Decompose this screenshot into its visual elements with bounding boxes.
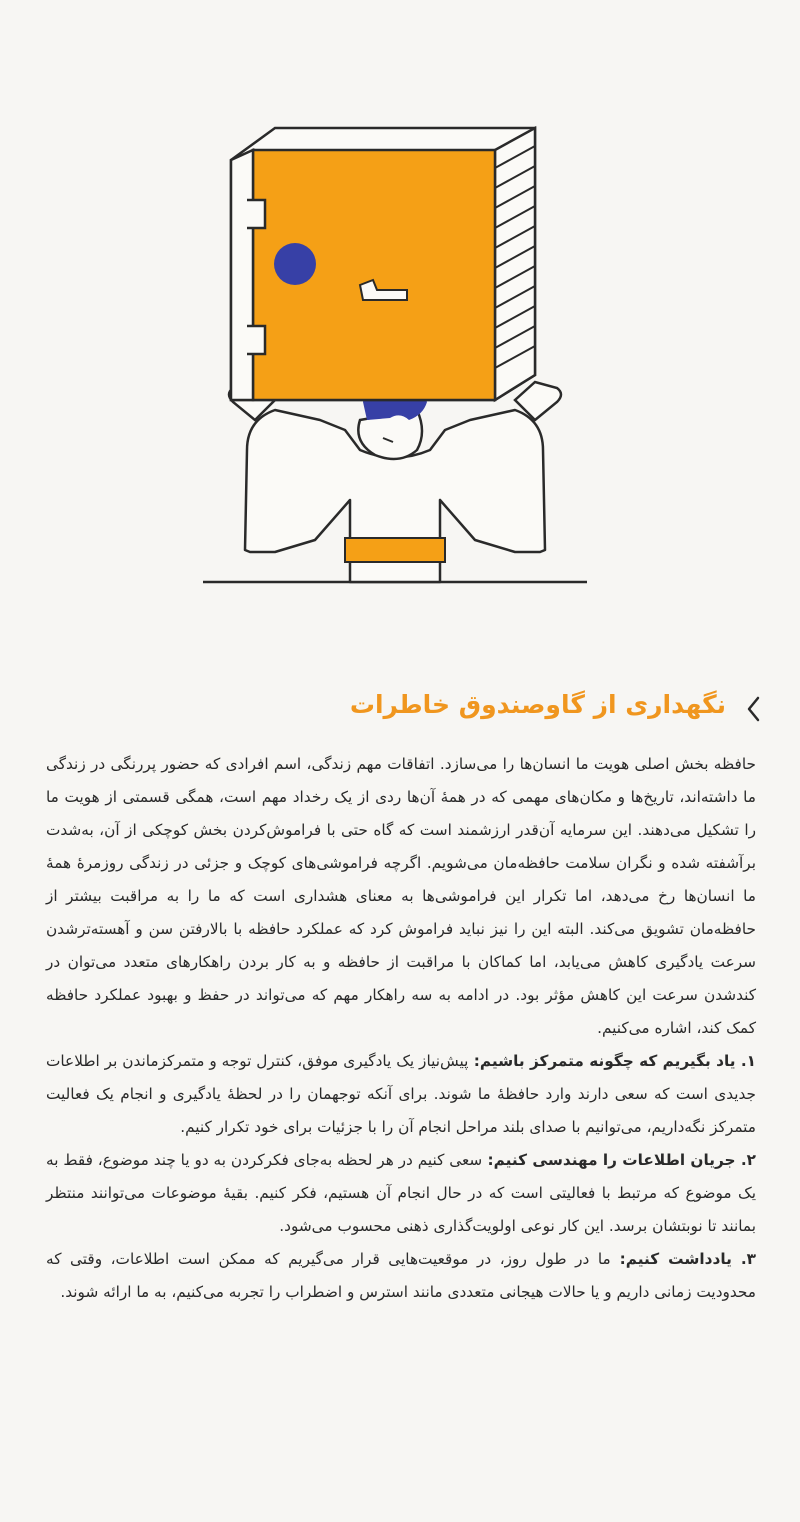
- page-title: نگهداری از گاوصندوق خاطرات: [349, 690, 726, 719]
- list-item-number: ۳.: [731, 1250, 756, 1268]
- intro-paragraph: حافظه بخش اصلی هویت ما انسان‌ها را می‌سازد. اتفاقات مهم زندگی، اسم افرادی که حضور پررنگی در زندگی ما داشته‌اند، تاریخ‌ها و مکان‌های مهمی که در همهٔ آن‌ها ردی از یک رخداد مهم است، همگی قسمتی از هویت ما را تشکیل می‌دهند. این سرمایه آن‌قدر ارزشمند است که گاه حتی با فراموش‌کردن بخش کوچکی از آن، به‌شدت برآشفته شده و نگران سلامت حافظه‌مان می‌شویم. اگرچه فراموشی‌های کوچک و جزئی در زندگی روزمرهٔ همهٔ ما انسان‌ها رخ می‌دهد، اما تکرار این فراموشی‌ها به معنای هشداری است که ما را به مراقبت بیشتر از حافظه‌مان تشویق می‌کند. البته این را نیز نباید فراموش کرد که عملکرد حافظه با بالارفتن سن و آهسته‌ترشدن سرعت یادگیری کاهش می‌یابد، اما کماکان با مراقبت از حافظه و به کار بردن راهکارهای متعدد می‌توان در کندشدن سرعت این کاهش مؤثر بود. در ادامه به سه راهکار مهم که می‌تواند در حفظ و بهبود عملکرد حافظه کمک کند، اشاره می‌کنیم.: [46, 755, 756, 1037]
- lock-dial-icon: [274, 243, 316, 285]
- clasp-top: [247, 200, 265, 228]
- list-item-number: ۱.: [735, 1052, 756, 1070]
- book: [231, 128, 535, 400]
- section-heading: [40, 686, 760, 730]
- chevron-left-icon: [744, 694, 764, 724]
- book-spine: [231, 150, 253, 400]
- list-item: [46, 1144, 756, 1243]
- list-item-text: سعی کنیم در هر لحظه به‌جای فکرکردن به دو یا چند موضوع، فقط به یک موضوع که مرتبط با فعالیتی است که در حال انجام آن هستیم، فکر کنیم. بقیهٔ موضوعات می‌توانند منتظر بمانند تا نوبتشان برسد. این کار نوعی اولویت‌گذاری ذهنی محسوب می‌شود.: [46, 1151, 756, 1235]
- clasp-bottom: [247, 326, 265, 354]
- person-holding-book-illustration: [195, 120, 595, 590]
- list-item-text: ما در طول روز، در موقعیت‌هایی قرار می‌گیریم که ممکن است اطلاعات، وقتی که محدودیت زمانی داریم و یا حالات هیجانی متعددی مانند استرس و اضطراب را تجربه می‌کنیم، به ما ارائه شوند.: [46, 1250, 756, 1301]
- list-item-title: یادداشت کنیم:: [610, 1250, 732, 1268]
- list-item: [46, 1045, 756, 1144]
- shirt-stripe: [345, 538, 445, 562]
- list-item-title: جریان اطلاعات را مهندسی کنیم:: [482, 1151, 736, 1169]
- list-item-number: ۲.: [735, 1151, 757, 1169]
- list-item: [46, 1243, 756, 1309]
- article-body: [46, 748, 756, 1309]
- list-item-text: پیش‌نیاز یک یادگیری موفق، کنترل توجه و متمرکزماندن بر اطلاعات جدیدی است که سعی دارند وارد حافظهٔ ما شوند. برای آنکه توجهمان را در لحظهٔ یادگیری و انجام یک فعالیت متمرکز نگه‌داریم، می‌توانیم با صدای بلند مراحل انجام آن را با جزئیات برای خود تکرار کنیم.: [46, 1052, 756, 1136]
- list-item-title: یاد بگیریم که چگونه متمرکز باشیم:: [468, 1052, 736, 1070]
